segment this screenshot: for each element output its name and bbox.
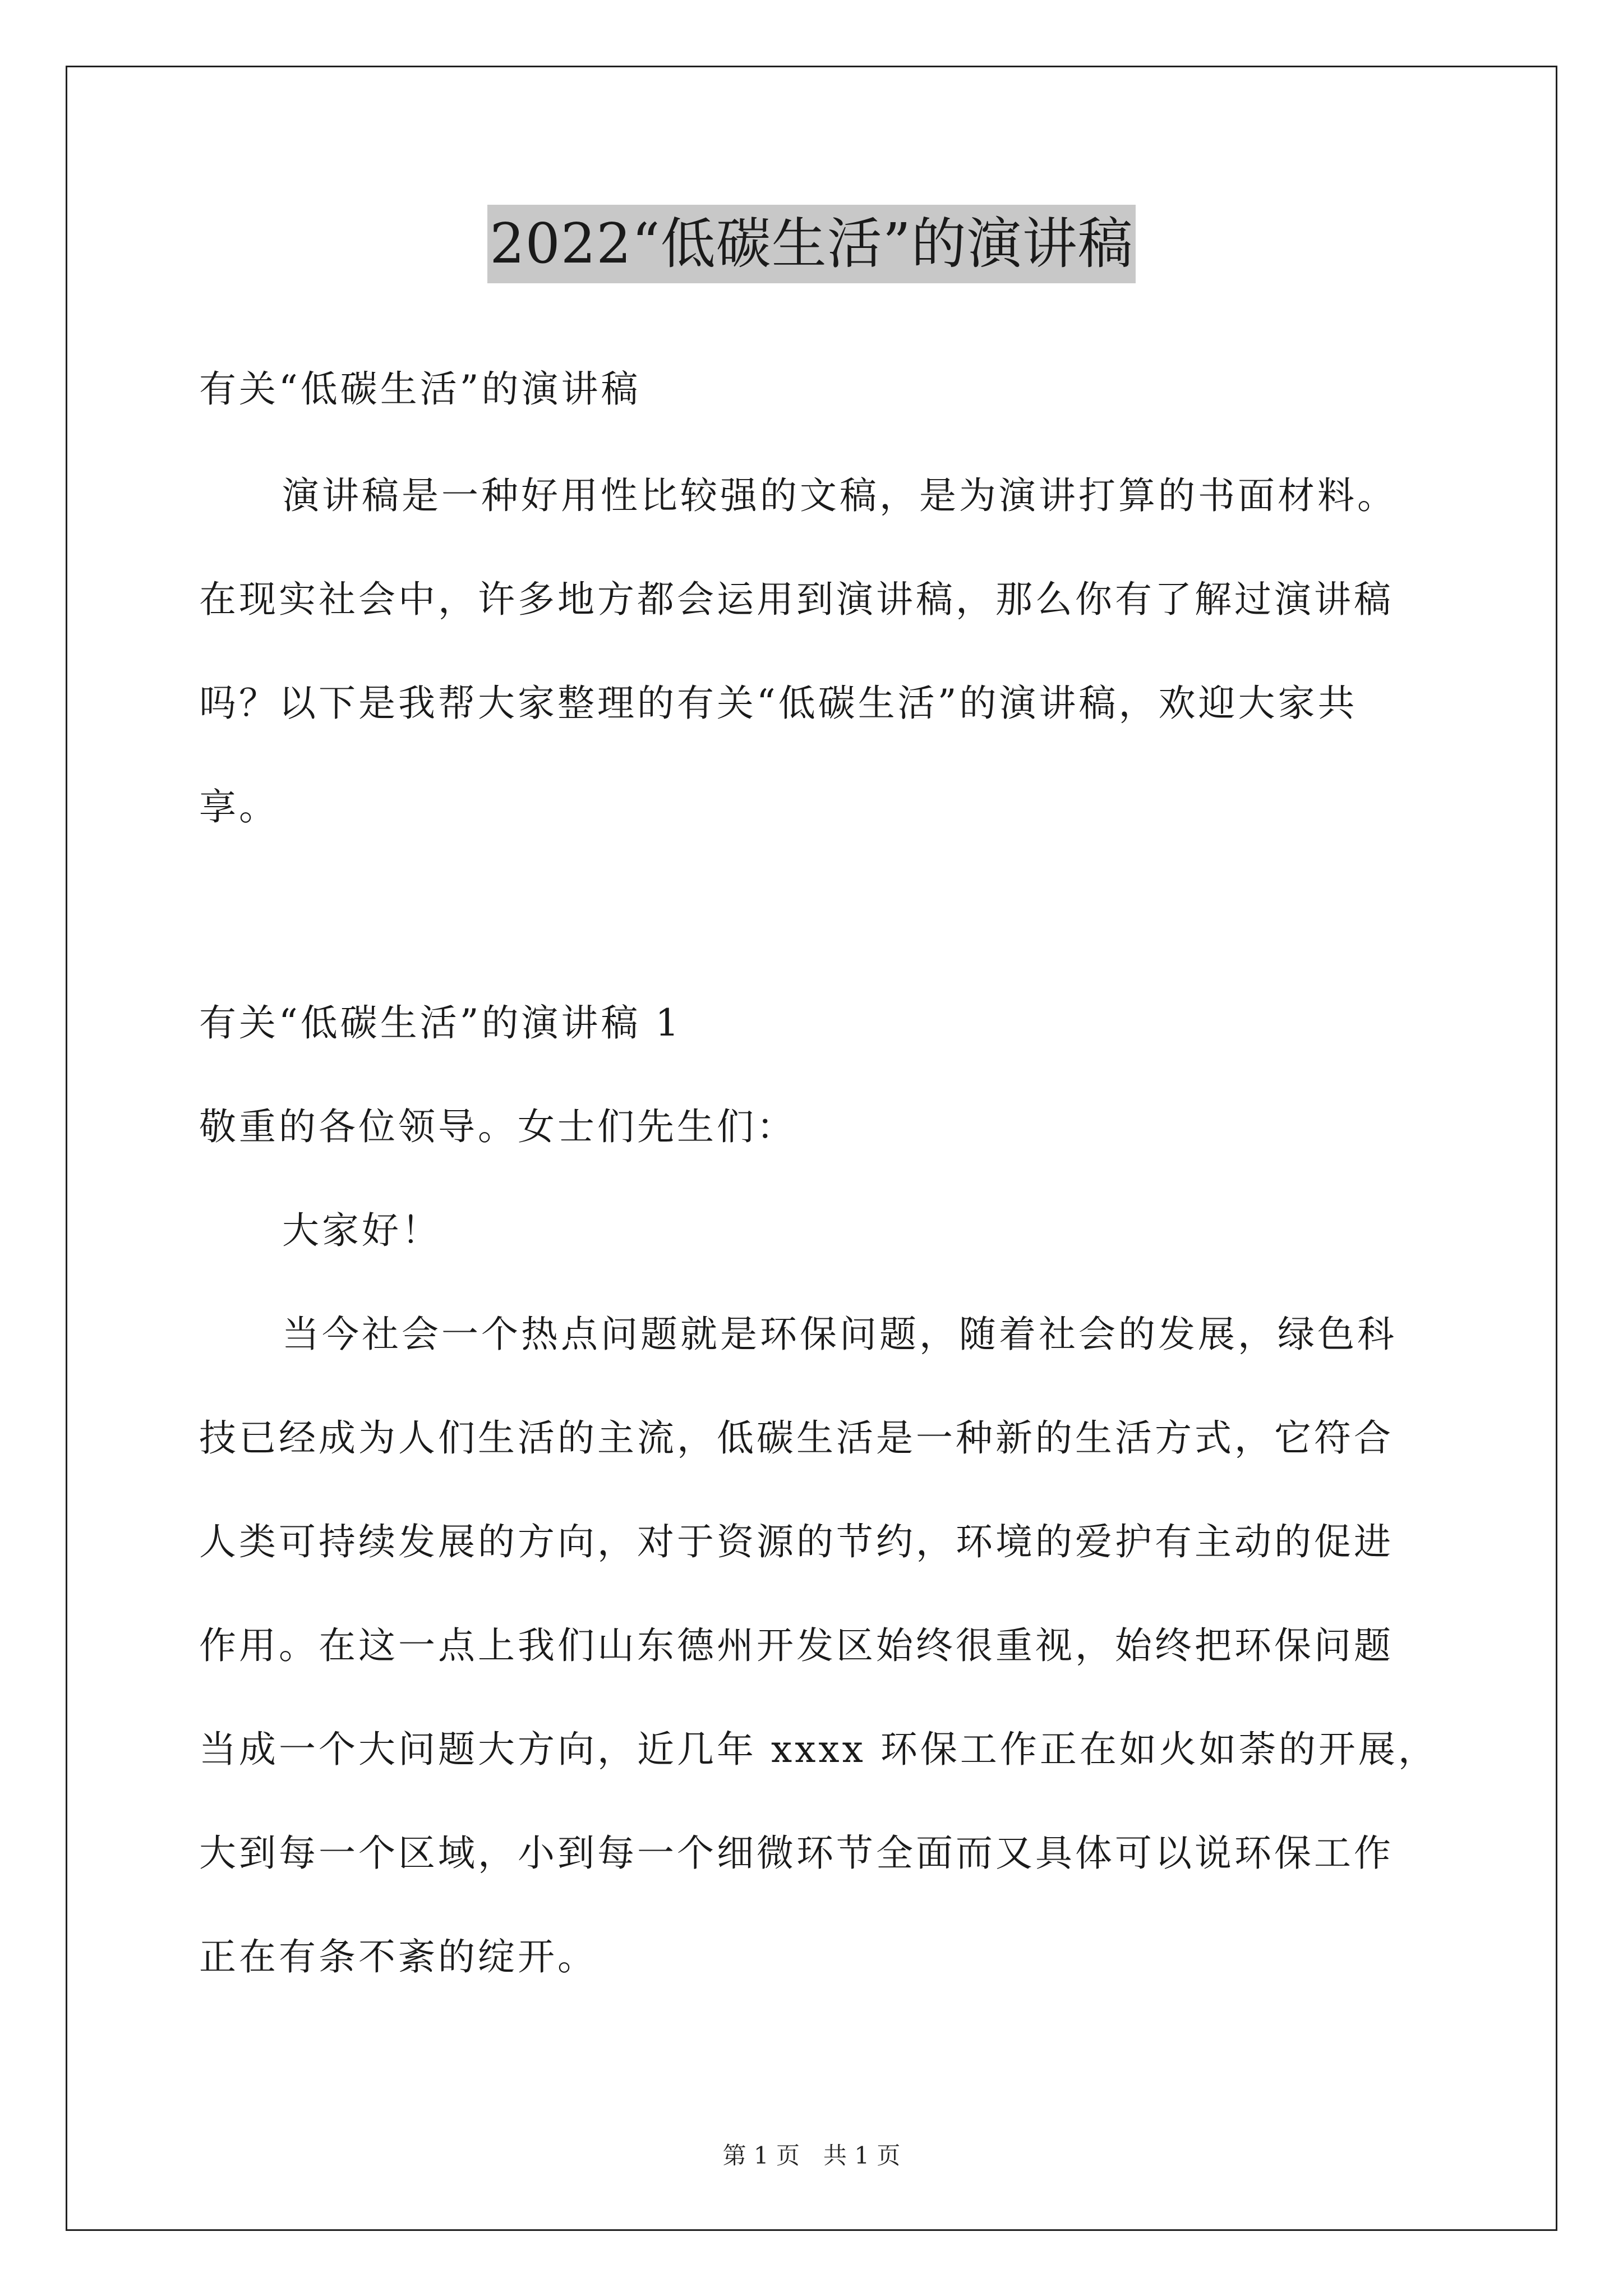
subtitle: 有关“低碳生活”的演讲稿	[199, 367, 641, 411]
document-title: 2022“低碳生活”的演讲稿	[487, 205, 1136, 283]
body-line-5: 当成一个大问题大方向，近几年 xxxx 环保工作正在如火如荼的开展，	[199, 1728, 1438, 1771]
section-heading: 有关“低碳生活”的演讲稿 1	[199, 1001, 682, 1045]
body-line-4: 作用。在这一点上我们山东德州开发区始终很重视，始终把环保问题	[199, 1624, 1394, 1667]
title-container	[0, 205, 1623, 283]
body-line-7: 正在有条不紊的绽开。	[199, 1935, 597, 1978]
body-line-2: 技已经成为人们生活的主流，低碳生活是一种新的生活方式，它符合	[199, 1416, 1394, 1460]
salutation: 敬重的各位领导。女士们先生们：	[199, 1105, 796, 1148]
intro-line-4: 享。	[199, 785, 279, 829]
intro-line-2: 在现实社会中，许多地方都会运用到演讲稿，那么你有了解过演讲稿	[199, 578, 1394, 621]
page-footer: 第 1 页 共 1 页	[722, 2142, 901, 2169]
intro-line-3: 吗？以下是我帮大家整理的有关“低碳生活”的演讲稿，欢迎大家共	[199, 682, 1358, 725]
body-line-3: 人类可持续发展的方向，对于资源的节约，环境的爱护有主动的促进	[199, 1520, 1394, 1563]
intro-line-1: 演讲稿是一种好用性比较强的文稿，是为演讲打算的书面材料。	[282, 474, 1397, 517]
body-line-1: 当今社会一个热点问题就是环保问题，随着社会的发展，绿色科	[282, 1313, 1397, 1356]
greeting: 大家好！	[282, 1209, 441, 1252]
body-line-6: 大到每一个区域，小到每一个细微环节全面而又具体可以说环保工作	[199, 1832, 1394, 1875]
